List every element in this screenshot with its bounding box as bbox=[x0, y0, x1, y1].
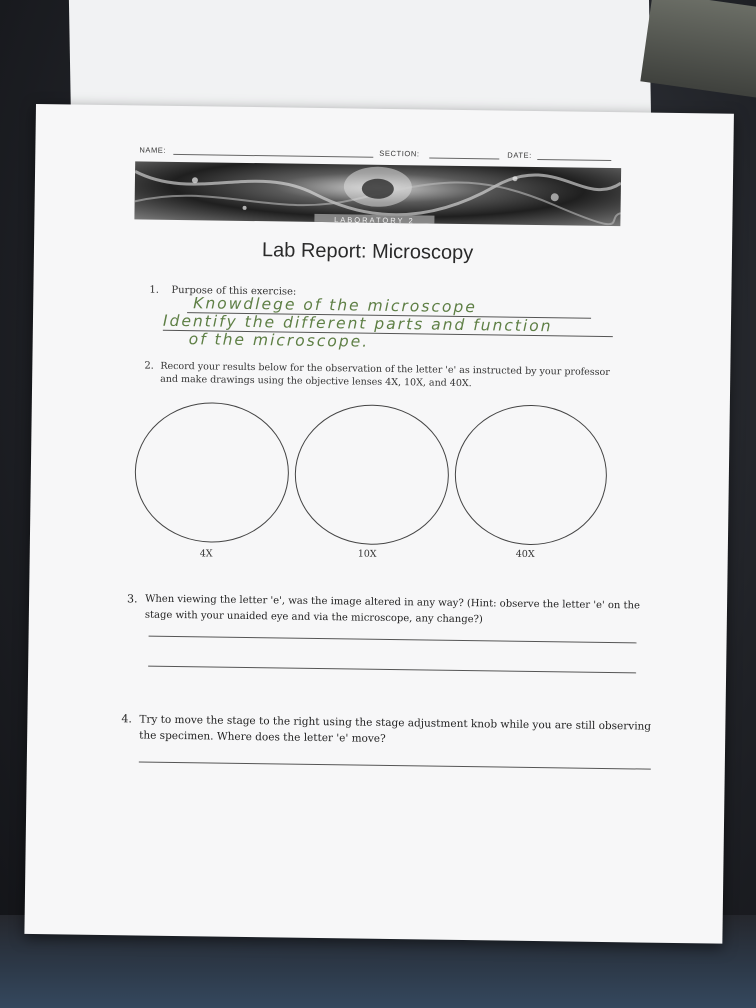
q3-prompt-line-1: When viewing the letter 'e', was the image altered in any way? (Hint: observe the letter 'e' on the bbox=[145, 593, 640, 612]
q4-answer-rule[interactable] bbox=[139, 761, 651, 769]
name-line bbox=[173, 154, 373, 158]
label-40x: 40X bbox=[515, 548, 535, 561]
drawing-circle-40x[interactable] bbox=[454, 404, 608, 546]
date-line bbox=[537, 159, 611, 161]
header-banner-image bbox=[134, 161, 621, 226]
label-4x: 4X bbox=[199, 548, 213, 560]
paper-stack bbox=[640, 0, 756, 98]
page-title: Lab Report: Microscopy bbox=[261, 239, 474, 265]
q1-number: 1. bbox=[149, 284, 160, 296]
q3-answer-rule-2[interactable] bbox=[148, 666, 636, 674]
date-label: DATE: bbox=[507, 150, 532, 160]
q1-prompt: Purpose of this exercise: bbox=[171, 284, 297, 298]
q3-answer-rule-1[interactable] bbox=[149, 636, 637, 644]
q2-prompt-line-2: and make drawings using the objective lenses 4X, 10X, and 40X. bbox=[160, 373, 472, 390]
q2-prompt-line-1: Record your results below for the observation of the letter 'e' as instructed by your professor bbox=[160, 360, 610, 379]
name-label: NAME: bbox=[139, 145, 167, 155]
drawing-circle-4x[interactable] bbox=[134, 401, 290, 543]
laboratory-badge: LABORATORY 2 bbox=[314, 214, 434, 226]
section-line bbox=[429, 157, 499, 159]
label-10x: 10X bbox=[357, 548, 377, 560]
q1-answer-line-1: Knowdlege of the microscope bbox=[193, 294, 477, 317]
q2-number: 2. bbox=[144, 360, 154, 372]
q1-answer-line-2: Identify the different parts and function bbox=[162, 311, 553, 336]
section-label: SECTION: bbox=[379, 148, 420, 159]
q3-prompt-line-2: stage with your unaided eye and via the microscope, any change?) bbox=[144, 609, 483, 626]
q4-prompt-line-2: the specimen. Where does the letter 'e' move? bbox=[139, 729, 386, 745]
q4-number: 4. bbox=[121, 712, 133, 726]
q4-prompt-line-1: Try to move the stage to the right using the stage adjustment knob while you are still observing bbox=[139, 713, 652, 733]
q1-answer-line-3: of the microscope. bbox=[188, 330, 370, 351]
drawing-circle-10x[interactable] bbox=[294, 404, 450, 546]
q3-number: 3. bbox=[127, 592, 138, 606]
lab-report-page bbox=[24, 104, 734, 944]
